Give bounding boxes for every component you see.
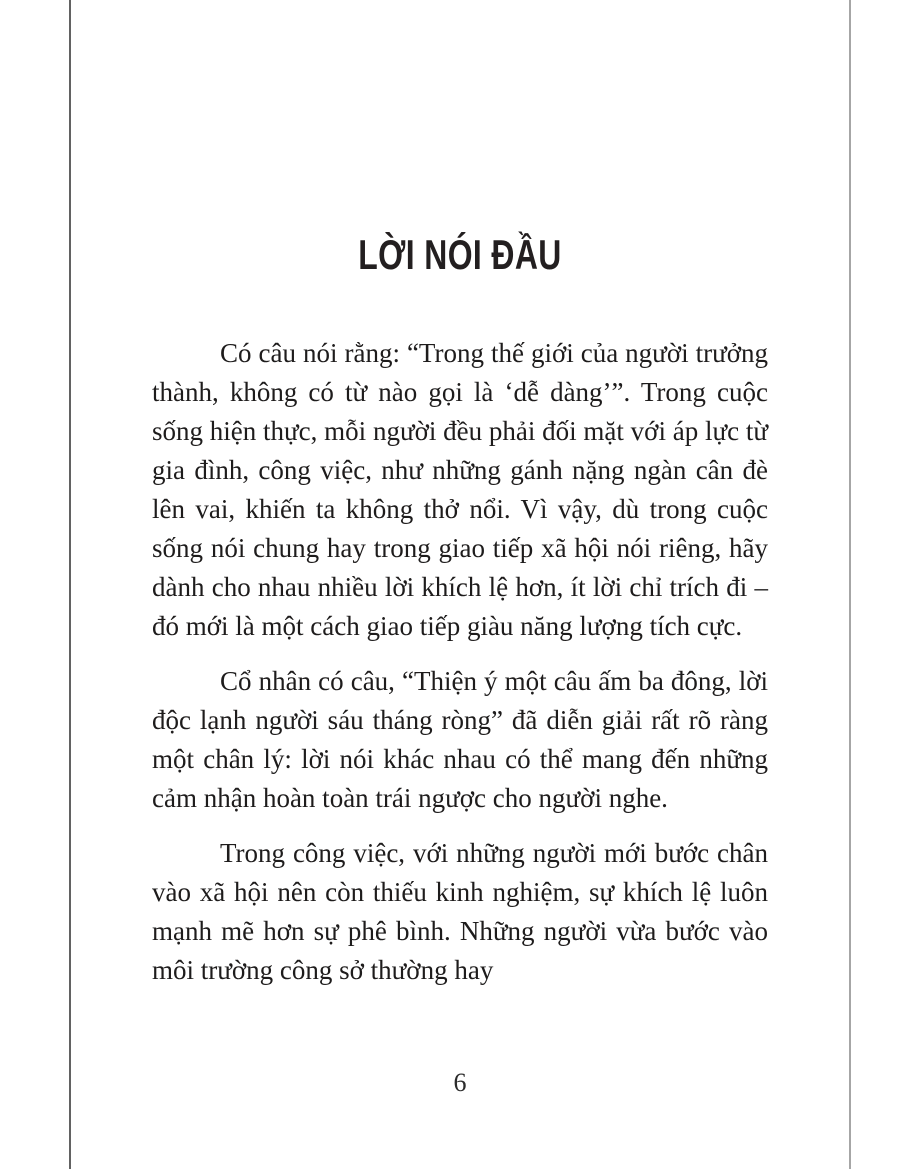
paragraph: Có câu nói rằng: “Trong thế giới của người trưởng thành, không có từ nào gọi là ‘dễ dàng’”. Trong cuộc sống hiện thực, mỗi người đều phải đối mặt với áp lực từ gia đình, công việc, như những gánh nặng ngàn cân đè lên vai, khiến ta không thở nổi. Vì vậy, dù trong cuộc sống nói chung hay trong giao tiếp xã hội nói riêng, hãy dành cho nhau nhiều lời khích lệ hơn, ít lời chỉ trích đi – đó mới là một cách giao tiếp giàu năng lượng tích cực. xyxy=(152,338,768,641)
right-border-line xyxy=(849,0,851,1169)
page-number: 6 xyxy=(453,1068,467,1097)
paragraph: Cổ nhân có câu, “Thiện ý một câu ấm ba đông, lời độc lạnh người sáu tháng ròng” đã diễn giải rất rõ ràng một chân lý: lời nói khác nhau có thể mang đến những cảm nhận hoàn toàn trái ngược cho người nghe. xyxy=(152,666,768,813)
left-border-line xyxy=(69,0,71,1169)
paragraph: Trong công việc, với những người mới bước chân vào xã hội nên còn thiếu kinh nghiệm, sự khích lệ luôn mạnh mẽ hơn sự phê bình. Những người vừa bước vào môi trường công sở thường hay xyxy=(152,838,768,985)
page-content xyxy=(152,0,768,1169)
body-text xyxy=(152,334,768,1006)
chapter-title: LỜI NÓI ĐẦU xyxy=(358,231,562,278)
